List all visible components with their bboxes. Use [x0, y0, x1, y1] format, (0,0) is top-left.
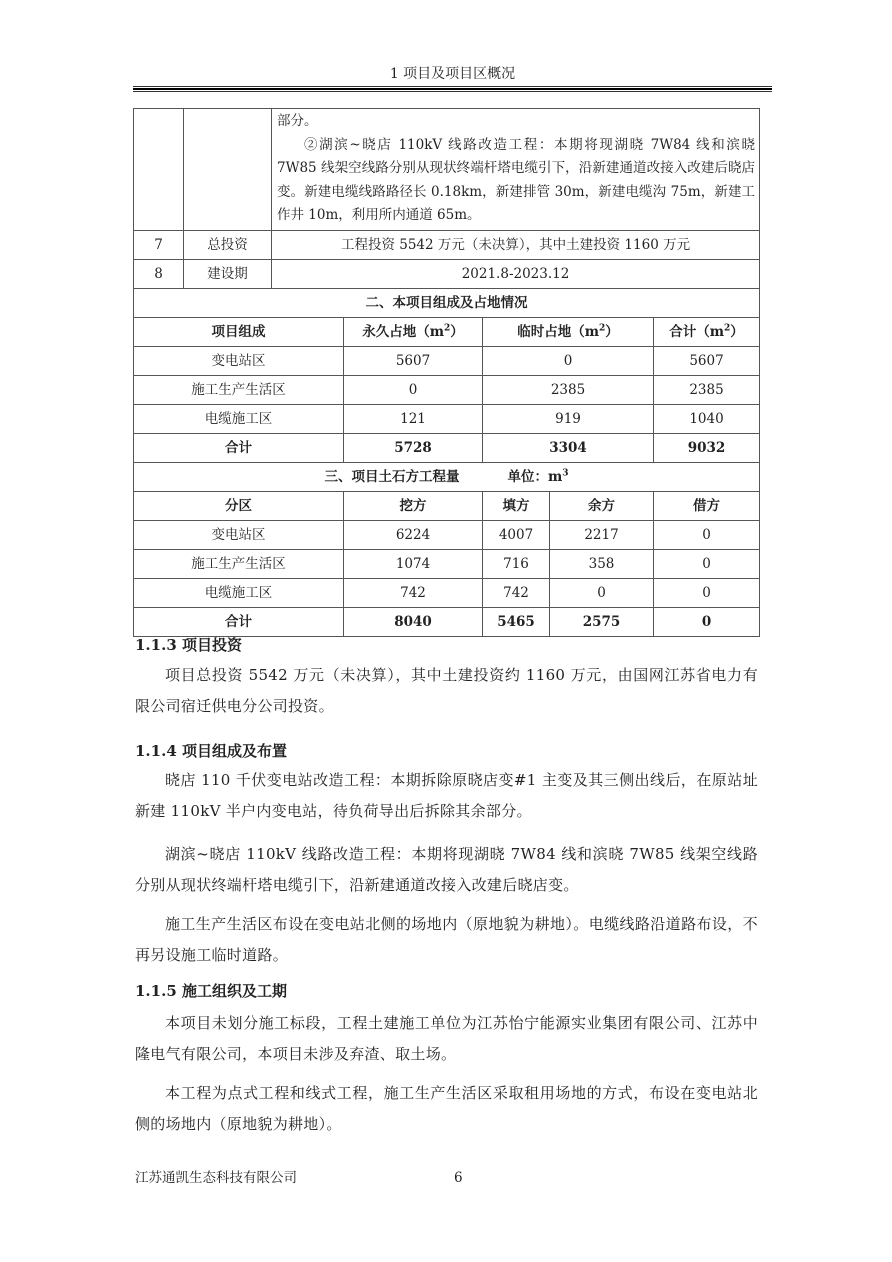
table-row — [134, 230, 760, 259]
cell-borrow: 0 — [654, 578, 760, 607]
header-temporary — [483, 317, 654, 346]
cell-permanent: 121 — [344, 404, 483, 433]
land-use-section-title: 二、本项目组成及占地情况 — [134, 288, 760, 317]
cell-name: 施工生产生活区 — [134, 549, 344, 578]
earthwork-header-row — [134, 491, 760, 520]
cell-borrow: 0 — [654, 520, 760, 549]
cell-fill: 742 — [483, 578, 550, 607]
header-borrow: 借方 — [654, 491, 760, 520]
cell-permanent: 5728 — [344, 433, 483, 462]
total-row — [134, 607, 760, 636]
cell-surplus: 358 — [550, 549, 654, 578]
cell-no: 8 — [134, 259, 184, 288]
section-heading-investment: 1.1.3 项目投资 — [135, 636, 242, 654]
header-total-label: 合计（m — [669, 323, 725, 340]
unit-superscript: 2 — [444, 323, 451, 333]
cell-value: 工程投资 5542 万元（未决算），其中土建投资 1160 万元 — [272, 230, 760, 259]
cell-no: 7 — [134, 230, 184, 259]
page-number: 6 — [454, 1170, 463, 1186]
cell-label: 建设期 — [184, 259, 272, 288]
cell-borrow: 0 — [654, 549, 760, 578]
unit-superscript: 2 — [724, 323, 731, 333]
table-row — [134, 375, 760, 404]
cell-permanent: 5607 — [344, 346, 483, 375]
cell-cut: 8040 — [344, 607, 483, 636]
header-temporary-label: 临时占地（m — [517, 323, 600, 340]
desc-line-2: ②湖滨~晓店 110kV 线路改造工程：本期将现湖晓 7W84 线和滨晓 7W85 线架空线路分别从现状终端杆塔电缆引下，沿新建通道改接入改建后晓店变。新建电缆线路路径长 0.18km，新建排管 30m，新建电缆沟 75m，新建工作井 10m，利用所内通道 65m。 — [277, 136, 756, 223]
paragraph-construction-area: 施工生产生活区布设在变电站北侧的场地内（原地貌为耕地）。电缆线路沿道路布设，不再另设施工临时道路。 — [135, 915, 758, 964]
cell-surplus: 2575 — [550, 607, 654, 636]
header-cut: 挖方 — [344, 491, 483, 520]
cell-name: 电缆施工区 — [134, 404, 344, 433]
earthwork-title-text: 三、项目土石方工程量 — [324, 468, 460, 485]
cell-description — [272, 109, 760, 231]
cell-temporary: 0 — [483, 346, 654, 375]
table-row — [134, 520, 760, 549]
section-heading-composition: 1.1.4 项目组成及布置 — [135, 742, 287, 760]
table-row-continued — [134, 109, 760, 231]
header-permanent-label: 永久占地（m — [362, 323, 445, 340]
unit-superscript: 3 — [562, 468, 569, 478]
section-title-row — [134, 288, 760, 317]
page-header-title: 1 项目及项目区概况 — [389, 66, 516, 82]
desc-line-1: 部分。 — [277, 113, 318, 129]
header-paren: ） — [450, 323, 464, 340]
cell-name: 电缆施工区 — [134, 578, 344, 607]
header-zone: 分区 — [134, 491, 344, 520]
paragraph-substation: 晓店 110 千伏变电站改造工程：本期拆除原晓店变#1 主变及其三侧出线后，在原站址新建 110kV 半户内变电站，待负荷导出后拆除其余部分。 — [135, 771, 758, 820]
table-row — [134, 404, 760, 433]
earthwork-section-title — [134, 462, 760, 491]
section-heading-organization: 1.1.5 施工组织及工期 — [135, 982, 287, 1000]
paragraph-investment: 项目总投资 5542 万元（未决算），其中土建投资约 1160 万元，由国网江苏省电力有限公司宿迁供电分公司投资。 — [135, 666, 758, 715]
header-paren: ） — [730, 323, 744, 340]
cell-cut: 742 — [344, 578, 483, 607]
cell-value: 2021.8-2023.12 — [272, 259, 760, 288]
cell-total: 2385 — [654, 375, 760, 404]
header-paren: ） — [605, 323, 619, 340]
cell-cut: 1074 — [344, 549, 483, 578]
paragraph-site-layout: 本工程为点式工程和线式工程，施工生产生活区采取租用场地的方式，布设在变电站北侧的场地内（原地貌为耕地）。 — [135, 1084, 758, 1133]
table-row — [134, 346, 760, 375]
land-use-header-row — [134, 317, 760, 346]
footer-company: 江苏通凯生态科技有限公司 — [135, 1170, 297, 1186]
cell-no-empty — [134, 109, 184, 231]
table-row — [134, 549, 760, 578]
cell-temporary: 2385 — [483, 375, 654, 404]
cell-total: 9032 — [654, 433, 760, 462]
unit-superscript: 2 — [599, 323, 606, 333]
header-surplus: 余方 — [550, 491, 654, 520]
project-summary-table — [133, 108, 760, 637]
paragraph-line-upgrade: 湖滨~晓店 110kV 线路改造工程：本期将现湖晓 7W84 线和滨晓 7W85 线架空线路分别从现状终端杆塔电缆引下，沿新建通道改接入改建后晓店变。 — [135, 845, 758, 894]
header-fill: 填方 — [483, 491, 550, 520]
cell-surplus: 2217 — [550, 520, 654, 549]
header-rule — [133, 86, 772, 92]
cell-fill: 4007 — [483, 520, 550, 549]
cell-name: 变电站区 — [134, 346, 344, 375]
header-total — [654, 317, 760, 346]
section-title-row — [134, 462, 760, 491]
header-component: 项目组成 — [134, 317, 344, 346]
cell-fill: 5465 — [483, 607, 550, 636]
cell-name: 合计 — [134, 433, 344, 462]
cell-cut: 6224 — [344, 520, 483, 549]
cell-fill: 716 — [483, 549, 550, 578]
cell-surplus: 0 — [550, 578, 654, 607]
cell-label-empty — [184, 109, 272, 231]
cell-borrow: 0 — [654, 607, 760, 636]
cell-permanent: 0 — [344, 375, 483, 404]
cell-label: 总投资 — [184, 230, 272, 259]
paragraph-contractors: 本项目未划分施工标段，工程土建施工单位为江苏怡宁能源实业集团有限公司、江苏中隆电气有限公司，本项目未涉及弃渣、取土场。 — [135, 1014, 758, 1063]
cell-name: 变电站区 — [134, 520, 344, 549]
cell-name: 施工生产生活区 — [134, 375, 344, 404]
table-row — [134, 259, 760, 288]
total-row — [134, 433, 760, 462]
header-permanent — [344, 317, 483, 346]
cell-total: 1040 — [654, 404, 760, 433]
cell-total: 5607 — [654, 346, 760, 375]
cell-temporary: 919 — [483, 404, 654, 433]
cell-temporary: 3304 — [483, 433, 654, 462]
cell-name: 合计 — [134, 607, 344, 636]
earthwork-unit-label: 单位：m — [507, 468, 563, 485]
table-row — [134, 578, 760, 607]
